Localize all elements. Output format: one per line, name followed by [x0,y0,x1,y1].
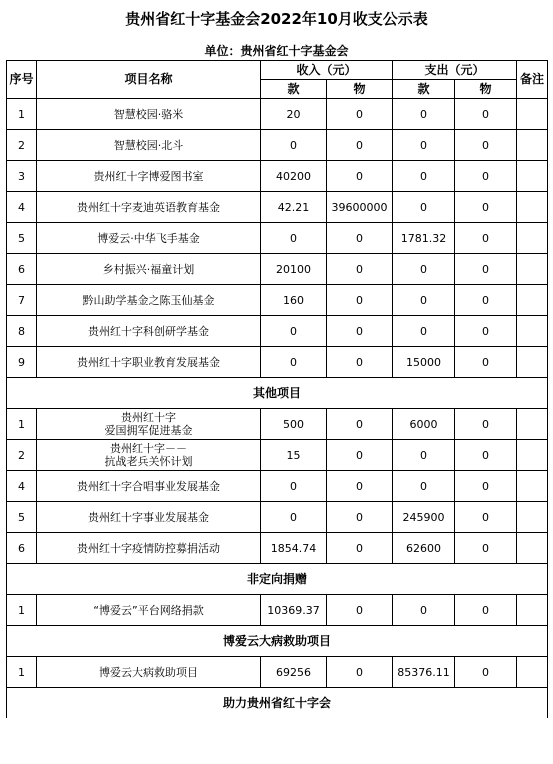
section-illness-relief: 博爱云大病救助项目 [7,626,548,657]
row-note [517,99,548,130]
row-income-money: 160 [261,285,327,316]
row-income-goods: 0 [327,99,393,130]
section-footer: 助力贵州省红十字会 [7,688,548,719]
table-row [7,657,548,688]
row-income-money: 20 [261,99,327,130]
row-expense-goods: 0 [455,471,517,502]
row-expense-money: 1781.32 [393,223,455,254]
header-expense: 支出（元） [393,61,517,80]
row-income-money: 69256 [261,657,327,688]
row-income-money: 40200 [261,161,327,192]
row-expense-money: 0 [393,192,455,223]
row-income-money: 0 [261,316,327,347]
row-expense-money: 62600 [393,533,455,564]
row-project-name: 贵州红十字科创研学基金 [37,316,261,347]
header-expense-goods: 物 [455,80,517,99]
row-income-goods: 0 [327,223,393,254]
row-expense-goods: 0 [455,223,517,254]
row-expense-money: 0 [393,440,455,471]
row-seq: 7 [7,285,37,316]
row-project-name: 博爱云·中华飞手基金 [37,223,261,254]
row-project-name: 智慧校园·骆米 [37,99,261,130]
row-seq: 9 [7,347,37,378]
row-note [517,223,548,254]
row-income-goods: 0 [327,316,393,347]
row-income-money: 20100 [261,254,327,285]
table-row [7,595,548,626]
table-row [7,285,548,316]
row-note [517,595,548,626]
row-expense-money: 15000 [393,347,455,378]
row-note [517,409,548,440]
row-seq: 4 [7,471,37,502]
row-income-goods: 0 [327,502,393,533]
row-project-name: 贵州红十字职业教育发展基金 [37,347,261,378]
row-income-money: 10369.37 [261,595,327,626]
unit-label: 单位：贵州省红十字基金会 [204,44,349,58]
row-note [517,316,548,347]
row-seq: 5 [7,502,37,533]
row-project-name [37,440,261,471]
row-note [517,347,548,378]
row-income-goods: 0 [327,254,393,285]
row-income-money: 0 [261,347,327,378]
row-expense-goods: 0 [455,161,517,192]
table-row [7,192,548,223]
row-note [517,285,548,316]
row-project-name-line1: 贵州红十字－－ [110,442,187,455]
row-seq: 1 [7,99,37,130]
row-expense-money: 0 [393,254,455,285]
row-project-name-line1: 贵州红十字 [121,411,176,424]
section-illness-relief-row [7,626,548,657]
table-row [7,471,548,502]
row-expense-money: 85376.11 [393,657,455,688]
row-income-money: 42.21 [261,192,327,223]
header-expense-money: 款 [393,80,455,99]
row-income-money: 0 [261,223,327,254]
row-project-name: 贵州红十字博爱图书室 [37,161,261,192]
row-project-name: 贵州红十字合唱事业发展基金 [37,471,261,502]
section-other-projects: 其他项目 [7,378,548,409]
row-expense-money: 6000 [393,409,455,440]
finance-table [6,60,548,718]
row-income-money: 15 [261,440,327,471]
header-income-goods: 物 [327,80,393,99]
row-income-money: 0 [261,471,327,502]
row-expense-goods: 0 [455,347,517,378]
row-expense-money: 0 [393,99,455,130]
row-project-name-line2: 抗战老兵关怀计划 [104,455,193,468]
row-income-goods: 0 [327,471,393,502]
row-note [517,471,548,502]
row-income-goods: 0 [327,130,393,161]
header-income: 收入（元） [261,61,393,80]
row-income-money: 1854.74 [261,533,327,564]
section-footer-row [7,688,548,719]
table-row [7,130,548,161]
row-income-goods: 0 [327,657,393,688]
row-project-name: 智慧校园·北斗 [37,130,261,161]
row-income-goods: 39600000 [327,192,393,223]
section-undirected-donations-row [7,564,548,595]
row-income-goods: 0 [327,533,393,564]
row-expense-goods: 0 [455,657,517,688]
table-row [7,254,548,285]
row-income-goods: 0 [327,440,393,471]
row-note [517,533,548,564]
row-expense-goods: 0 [455,409,517,440]
row-income-goods: 0 [327,285,393,316]
row-seq: 5 [7,223,37,254]
row-expense-money: 0 [393,161,455,192]
row-expense-money: 0 [393,595,455,626]
header-income-money: 款 [261,80,327,99]
table-row [7,316,548,347]
row-expense-goods: 0 [455,130,517,161]
row-expense-goods: 0 [455,502,517,533]
row-seq: 3 [7,161,37,192]
row-expense-goods: 0 [455,440,517,471]
row-note [517,502,548,533]
row-project-name: 乡村振兴·福童计划 [37,254,261,285]
row-note [517,130,548,161]
header-seq: 序号 [7,61,37,99]
row-expense-money: 0 [393,130,455,161]
row-income-goods: 0 [327,161,393,192]
row-income-money: 500 [261,409,327,440]
row-note [517,192,548,223]
row-seq: 6 [7,254,37,285]
row-project-name: “博爱云”平台网络捐款 [37,595,261,626]
page-title: 贵州省红十字基金会2022年10月收支公示表 [125,10,428,28]
row-seq: 4 [7,192,37,223]
table-row [7,502,548,533]
row-seq: 1 [7,595,37,626]
table-row [7,440,548,471]
row-project-name [37,409,261,440]
row-expense-goods: 0 [455,99,517,130]
row-seq: 1 [7,409,37,440]
row-project-name: 贵州红十字疫情防控募捐活动 [37,533,261,564]
row-income-goods: 0 [327,409,393,440]
section-other-projects-row [7,378,548,409]
row-note [517,254,548,285]
row-seq: 8 [7,316,37,347]
row-income-money: 0 [261,130,327,161]
row-seq: 6 [7,533,37,564]
table-row [7,533,548,564]
header-name: 项目名称 [37,61,261,99]
row-project-name: 黔山助学基金之陈玉仙基金 [37,285,261,316]
row-seq: 2 [7,440,37,471]
row-expense-goods: 0 [455,254,517,285]
row-note [517,440,548,471]
row-seq: 1 [7,657,37,688]
row-note [517,161,548,192]
table-row [7,161,548,192]
table-row [7,99,548,130]
row-expense-money: 245900 [393,502,455,533]
row-project-name: 贵州红十字麦迪英语教育基金 [37,192,261,223]
row-expense-goods: 0 [455,316,517,347]
table-row [7,347,548,378]
row-seq: 2 [7,130,37,161]
table-row [7,223,548,254]
row-expense-goods: 0 [455,192,517,223]
row-expense-goods: 0 [455,533,517,564]
row-income-goods: 0 [327,595,393,626]
row-income-money: 0 [261,502,327,533]
row-expense-goods: 0 [455,285,517,316]
row-expense-money: 0 [393,285,455,316]
row-expense-money: 0 [393,471,455,502]
row-project-name: 博爱云大病救助项目 [37,657,261,688]
row-expense-goods: 0 [455,595,517,626]
row-income-goods: 0 [327,347,393,378]
row-project-name: 贵州红十字事业发展基金 [37,502,261,533]
section-undirected-donations: 非定向捐赠 [7,564,548,595]
row-project-name-line2: 爱国拥军促进基金 [104,424,193,437]
row-note [517,657,548,688]
table-row [7,409,548,440]
row-expense-money: 0 [393,316,455,347]
header-note: 备注 [517,61,548,99]
